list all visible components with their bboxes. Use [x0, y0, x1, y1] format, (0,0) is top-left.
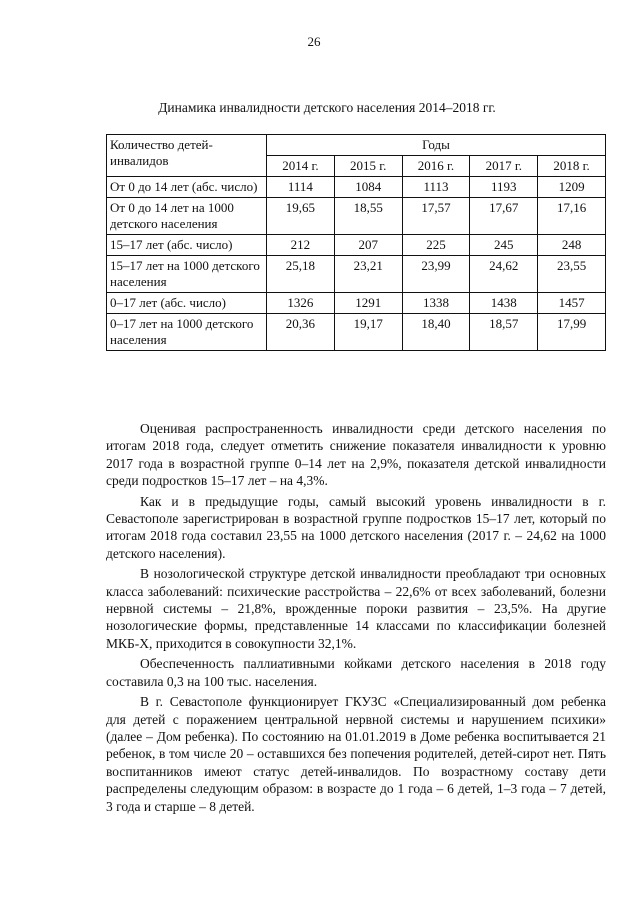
table-row	[107, 235, 606, 256]
disability-table	[106, 134, 606, 351]
paragraph: Обеспеченность паллиативными койками детского населения в 2018 году составила 0,3 на 100 тыс. населения.	[106, 656, 606, 689]
table-cell: 17,99	[538, 314, 606, 351]
table-cell: 1114	[267, 177, 335, 198]
table-title: Динамика инвалидности детского населения 2014–2018 гг.	[158, 100, 496, 115]
table-cell: 1438	[470, 293, 538, 314]
table-cell: 1084	[334, 177, 402, 198]
table-cell: 225	[402, 235, 470, 256]
row-label: 0–17 лет (абс. число)	[107, 293, 267, 314]
year-header: 2017 г.	[470, 156, 538, 177]
table-cell: 23,21	[334, 256, 402, 293]
table-cell: 212	[267, 235, 335, 256]
table-row	[107, 198, 606, 235]
table-cell: 18,57	[470, 314, 538, 351]
table-cell: 1326	[267, 293, 335, 314]
table-cell: 17,16	[538, 198, 606, 235]
row-label: От 0 до 14 лет (абс. число)	[107, 177, 267, 198]
column-header-years: Годы	[267, 135, 606, 156]
row-label: 0–17 лет на 1000 детского населения	[107, 314, 267, 351]
table-cell: 248	[538, 235, 606, 256]
row-label: 15–17 лет (абс. число)	[107, 235, 267, 256]
table-cell: 17,57	[402, 198, 470, 235]
table-cell: 19,17	[334, 314, 402, 351]
table-cell: 18,40	[402, 314, 470, 351]
year-header: 2018 г.	[538, 156, 606, 177]
table-cell: 207	[334, 235, 402, 256]
column-header-category: Количество детей-инвалидов	[107, 135, 267, 177]
table-cell: 20,36	[267, 314, 335, 351]
table-cell: 23,99	[402, 256, 470, 293]
page-number: 26	[307, 34, 321, 49]
table-cell: 245	[470, 235, 538, 256]
table-cell: 1193	[470, 177, 538, 198]
table-row	[107, 256, 606, 293]
year-header: 2016 г.	[402, 156, 470, 177]
paragraph: Оценивая распространенность инвалидности среди детского населения по итогам 2018 года, следует отметить снижение показателя инвалидности к уровню 2017 года в возрастной группе 0–14 лет на 2,9%, показателя детской инвалидности среди подростков 15–17 лет – на 4,3%.	[106, 421, 606, 489]
paragraph: Как и в предыдущие годы, самый высокий уровень инвалидности в г. Севастополе зарегистрирован в возрастной группе подростков 15–17 лет, который по итогам 2018 года составил 23,55 на 1000 детского населения (2017 г. – 24,62 на 1000 детского населения).	[106, 493, 606, 561]
body-text	[106, 420, 606, 818]
table-cell: 24,62	[470, 256, 538, 293]
paragraph: В г. Севастополе функционирует ГКУЗС «Специализированный дом ребенка для детей с поражением центральной нервной системы и нарушением психики» (далее – Дом ребенка). По состоянию на 01.01.2019 в Доме ребенка воспитывается 21 ребенок, в том числе 20 – оставшихся без попечения родителей, детей-сирот нет. Пять воспитанников имеют статус детей-инвалидов. По возрастному составу дети распределены следующим образом: в возрасте до 1 года – 6 детей, 1–3 года – 7 детей, 3 года и старше – 8 детей.	[106, 694, 606, 814]
year-header: 2014 г.	[267, 156, 335, 177]
row-label: 15–17 лет на 1000 детского населения	[107, 256, 267, 293]
table-cell: 1113	[402, 177, 470, 198]
year-header: 2015 г.	[334, 156, 402, 177]
table-cell: 17,67	[470, 198, 538, 235]
table-row	[107, 314, 606, 351]
table-cell: 1457	[538, 293, 606, 314]
table-cell: 19,65	[267, 198, 335, 235]
table-cell: 23,55	[538, 256, 606, 293]
table-cell: 1338	[402, 293, 470, 314]
table-row	[107, 293, 606, 314]
table-header-row	[107, 135, 606, 156]
row-label: От 0 до 14 лет на 1000 детского населения	[107, 198, 267, 235]
table-body	[107, 177, 606, 351]
paragraph: В нозологической структуре детской инвалидности преобладают три основных класса заболеваний: психические расстройства – 22,6% от всех заболеваний, болезни нервной системы – 21,8%, врожденные пороки развития – 23,5%. На другие нозологические формы, представленные 14 классами по классификации болезней МКБ-Х, приходится в совокупности 32,1%.	[106, 566, 606, 651]
table-cell: 25,18	[267, 256, 335, 293]
table-cell: 18,55	[334, 198, 402, 235]
table-cell: 1291	[334, 293, 402, 314]
table-row	[107, 177, 606, 198]
table-cell: 1209	[538, 177, 606, 198]
